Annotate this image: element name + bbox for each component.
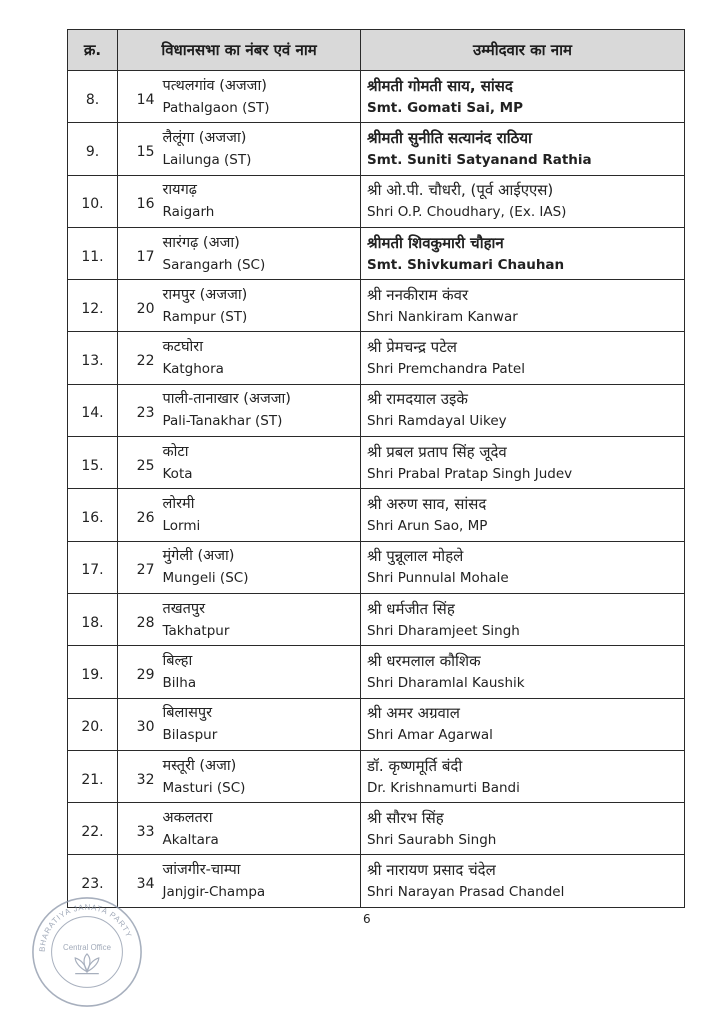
row-ac-number: 23 <box>118 384 161 436</box>
ac-name-english: Raigarh <box>162 204 215 221</box>
row-sno: 12. <box>68 280 118 332</box>
ac-name-hindi: मस्तूरी (अजा) <box>162 757 237 774</box>
ac-name-hindi: बिलासपुर <box>162 705 213 722</box>
row-ac-number: 14 <box>118 71 161 123</box>
row-ac-number: 28 <box>118 593 161 645</box>
row-ac-name <box>161 332 361 384</box>
table-row <box>68 280 685 332</box>
ac-name-english: Kota <box>162 465 193 482</box>
row-candidate <box>361 593 685 645</box>
ac-name-hindi: जांजगीर-चाम्पा <box>162 862 241 879</box>
row-ac-name <box>161 489 361 541</box>
row-sno: 8. <box>68 71 118 123</box>
row-ac-name <box>161 175 361 227</box>
row-ac-number: 30 <box>118 698 161 750</box>
ac-name-hindi: पत्थलगांव (अजजा) <box>162 77 267 94</box>
row-candidate <box>361 437 685 489</box>
row-sno: 19. <box>68 646 118 698</box>
table-row <box>68 750 685 802</box>
table-header-row <box>68 30 685 71</box>
candidate-name-english: Shri Dharamlal Kaushik <box>367 674 525 691</box>
row-sno: 9. <box>68 123 118 175</box>
row-ac-name <box>161 437 361 489</box>
candidate-name-hindi: श्री अरुण साव, सांसद <box>367 495 487 514</box>
candidate-name-hindi: श्री धरमलाल कौशिक <box>367 651 481 670</box>
row-candidate <box>361 489 685 541</box>
candidate-name-english: Shri Arun Sao, MP <box>367 518 488 535</box>
ac-name-hindi: मुंगेली (अजा) <box>162 548 235 565</box>
row-ac-number: 26 <box>118 489 161 541</box>
row-ac-number: 16 <box>118 175 161 227</box>
row-ac-number: 20 <box>118 280 161 332</box>
table-row <box>68 855 685 907</box>
candidate-name-hindi: श्रीमती शिवकुमारी चौहान <box>367 233 504 252</box>
row-ac-number: 15 <box>118 123 161 175</box>
ac-name-english: Mungeli (SC) <box>162 570 249 587</box>
row-sno: 18. <box>68 593 118 645</box>
party-stamp <box>28 893 146 1011</box>
candidate-name-english: Shri Prabal Pratap Singh Judev <box>367 465 573 482</box>
row-sno: 15. <box>68 437 118 489</box>
ac-name-english: Rampur (ST) <box>162 308 248 325</box>
row-ac-name <box>161 750 361 802</box>
stamp-center-text: Central Office <box>63 943 111 953</box>
row-sno: 10. <box>68 175 118 227</box>
row-sno: 21. <box>68 750 118 802</box>
candidate-name-hindi: श्री ओ.पी. चौधरी, (पूर्व आईएएस) <box>367 181 554 200</box>
row-ac-number: 22 <box>118 332 161 384</box>
ac-name-english: Akaltara <box>162 831 219 848</box>
row-ac-name <box>161 646 361 698</box>
ac-name-hindi: लैलूंगा (अजजा) <box>162 129 247 146</box>
row-ac-name <box>161 855 361 907</box>
row-sno: 13. <box>68 332 118 384</box>
candidate-table <box>67 29 685 908</box>
header-assembly: विधानसभा का नंबर एवं नाम <box>118 30 361 71</box>
ac-name-english: Pali-Tanakhar (ST) <box>162 413 283 430</box>
candidate-name-english: Shri Amar Agarwal <box>367 727 493 744</box>
candidate-name-hindi: श्री नारायण प्रसाद चंदेल <box>367 861 496 880</box>
candidate-name-english: Shri Saurabh Singh <box>367 831 497 848</box>
row-sno: 20. <box>68 698 118 750</box>
stamp-top-text: BHARATIYA JANATA PARTY <box>37 902 134 953</box>
row-sno: 17. <box>68 541 118 593</box>
table-row <box>68 646 685 698</box>
table-row <box>68 71 685 123</box>
ac-name-hindi: बिल्हा <box>162 652 193 669</box>
row-ac-number: 17 <box>118 227 161 279</box>
row-candidate <box>361 71 685 123</box>
row-ac-number: 34 <box>118 855 161 907</box>
candidate-name-english: Shri Ramdayal Uikey <box>367 413 507 430</box>
candidate-name-english: Shri Narayan Prasad Chandel <box>367 884 565 901</box>
candidate-name-hindi: श्री सौरभ सिंह <box>367 808 444 827</box>
candidate-name-hindi: श्री प्रेमचन्द्र पटेल <box>367 338 457 357</box>
candidate-name-hindi: डॉ. कृष्णमूर्ति बंदी <box>367 756 463 775</box>
row-ac-number: 25 <box>118 437 161 489</box>
table-row <box>68 227 685 279</box>
ac-name-hindi: रामपुर (अजजा) <box>162 286 248 303</box>
row-ac-name <box>161 280 361 332</box>
row-ac-name <box>161 71 361 123</box>
row-ac-name <box>161 384 361 436</box>
page-number: 6 <box>363 912 371 926</box>
ac-name-english: Bilha <box>162 674 197 691</box>
table-row <box>68 593 685 645</box>
candidate-name-hindi: श्री धर्मजीत सिंह <box>367 599 455 618</box>
ac-name-hindi: कोटा <box>162 443 189 460</box>
table-row <box>68 332 685 384</box>
header-sno: क्र. <box>68 30 118 71</box>
row-candidate <box>361 803 685 855</box>
candidate-name-english: Smt. Gomati Sai, MP <box>367 99 524 116</box>
ac-name-hindi: अकलतरा <box>162 809 213 826</box>
table-row <box>68 541 685 593</box>
ac-name-hindi: कटघोरा <box>162 339 203 356</box>
row-ac-number: 29 <box>118 646 161 698</box>
row-candidate <box>361 123 685 175</box>
ac-name-hindi: रायगढ़ <box>162 182 197 199</box>
candidate-name-hindi: श्री प्रबल प्रताप सिंह जूदेव <box>367 442 507 461</box>
row-candidate <box>361 280 685 332</box>
row-sno: 14. <box>68 384 118 436</box>
ac-name-english: Katghora <box>162 361 224 378</box>
row-ac-name <box>161 541 361 593</box>
ac-name-hindi: लोरमी <box>162 496 195 513</box>
candidate-name-hindi: श्रीमती गोमती साय, सांसद <box>367 76 513 95</box>
row-candidate <box>361 698 685 750</box>
ac-name-hindi: सारंगढ़ (अजा) <box>162 234 240 251</box>
candidate-name-hindi: श्री ननकीराम कंवर <box>367 285 469 304</box>
row-candidate <box>361 332 685 384</box>
candidate-name-english: Shri Premchandra Patel <box>367 361 525 378</box>
candidate-name-hindi: श्री अमर अग्रवाल <box>367 704 460 723</box>
ac-name-english: Pathalgaon (ST) <box>162 99 270 116</box>
ac-name-hindi: पाली-तानाखार (अजजा) <box>162 391 291 408</box>
row-ac-name <box>161 803 361 855</box>
ac-name-english: Bilaspur <box>162 727 218 744</box>
candidate-name-english: Shri O.P. Choudhary, (Ex. IAS) <box>367 204 567 221</box>
table-row <box>68 437 685 489</box>
ac-name-english: Lormi <box>162 518 201 535</box>
candidate-name-english: Shri Nankiram Kanwar <box>367 308 518 325</box>
row-candidate <box>361 855 685 907</box>
row-candidate <box>361 227 685 279</box>
ac-name-english: Sarangarh (SC) <box>162 256 266 273</box>
row-sno: 16. <box>68 489 118 541</box>
ac-name-english: Janjgir-Champa <box>162 884 266 901</box>
candidate-name-hindi: श्री पुन्नूलाल मोहले <box>367 547 464 566</box>
table-row <box>68 489 685 541</box>
ac-name-english: Takhatpur <box>162 622 230 639</box>
candidate-name-english: Smt. Shivkumari Chauhan <box>367 256 565 273</box>
row-candidate <box>361 175 685 227</box>
row-ac-number: 27 <box>118 541 161 593</box>
candidate-name-english: Dr. Krishnamurti Bandi <box>367 779 520 796</box>
row-sno: 11. <box>68 227 118 279</box>
candidate-name-hindi: श्रीमती सुनीति सत्यानंद राठिया <box>367 128 532 147</box>
row-candidate <box>361 384 685 436</box>
table-row <box>68 698 685 750</box>
row-ac-name <box>161 593 361 645</box>
row-ac-number: 32 <box>118 750 161 802</box>
header-candidate: उम्मीदवार का नाम <box>361 30 685 71</box>
row-ac-number: 33 <box>118 803 161 855</box>
candidate-name-hindi: श्री रामदयाल उइके <box>367 390 468 409</box>
lotus-icon <box>75 954 99 974</box>
ac-name-hindi: तखतपुर <box>162 600 206 617</box>
ac-name-english: Lailunga (ST) <box>162 151 252 168</box>
row-candidate <box>361 750 685 802</box>
table-row <box>68 384 685 436</box>
row-ac-name <box>161 698 361 750</box>
row-ac-name <box>161 123 361 175</box>
candidate-name-english: Smt. Suniti Satyanand Rathia <box>367 151 592 168</box>
row-ac-name <box>161 227 361 279</box>
row-candidate <box>361 646 685 698</box>
ac-name-english: Masturi (SC) <box>162 779 246 796</box>
table-row <box>68 123 685 175</box>
table-row <box>68 803 685 855</box>
table-body <box>68 71 685 908</box>
candidate-name-english: Shri Punnulal Mohale <box>367 570 509 587</box>
candidate-name-english: Shri Dharamjeet Singh <box>367 622 520 639</box>
row-sno: 23. <box>68 855 118 907</box>
row-sno: 22. <box>68 803 118 855</box>
table-row <box>68 175 685 227</box>
row-candidate <box>361 541 685 593</box>
